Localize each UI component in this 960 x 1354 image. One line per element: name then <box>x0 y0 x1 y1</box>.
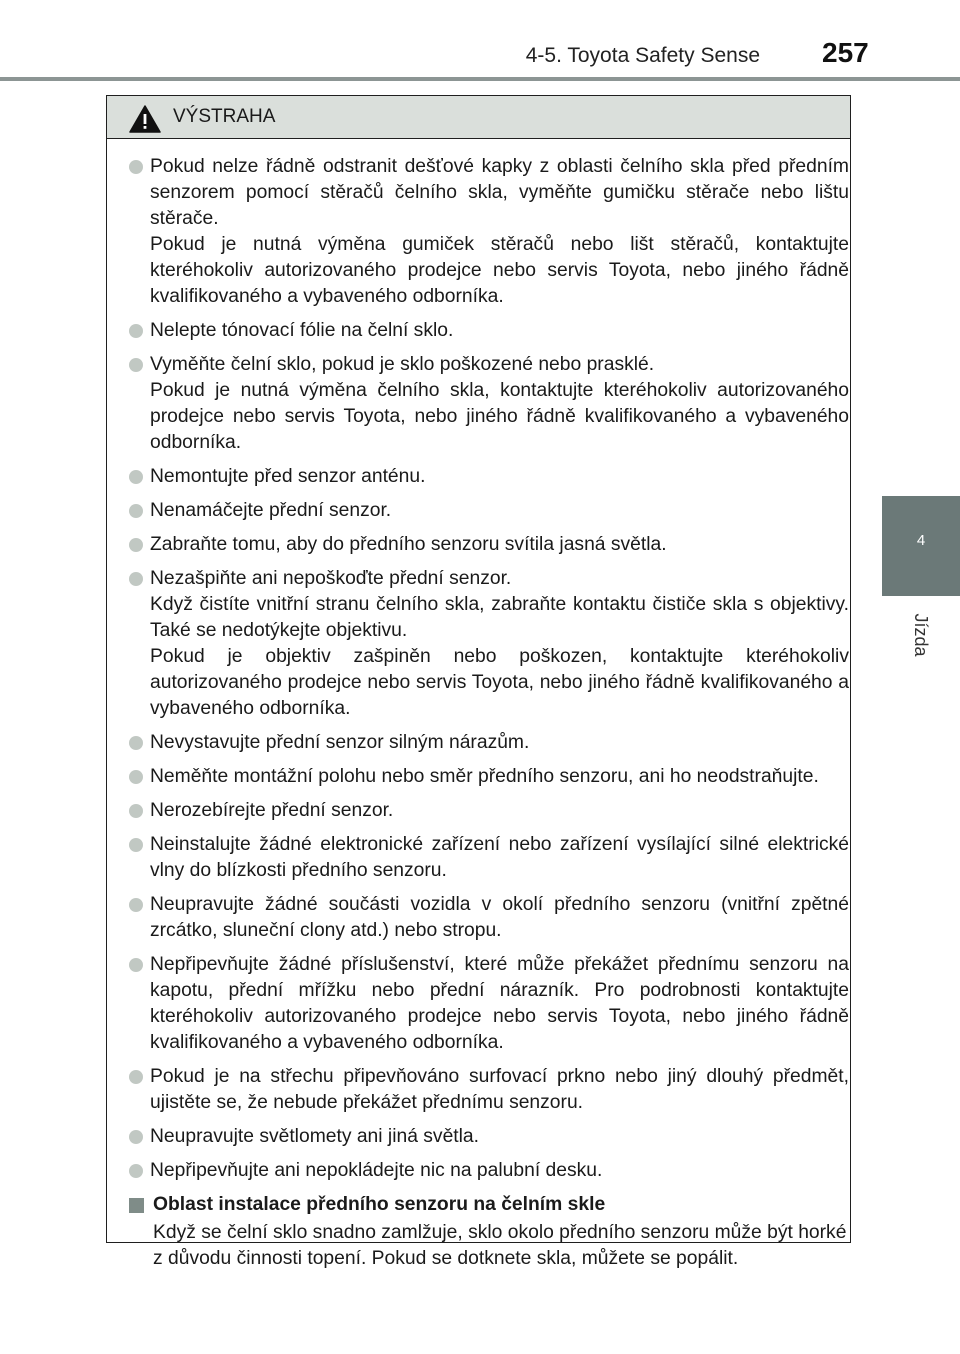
chapter-label-text: Jízda <box>911 613 931 657</box>
warning-item-text: Nepřipevňujte žádné příslušenství, které může překážet přednímu senzoru na kapotu, přední mřížku nebo přední nárazník. Pro podrobnosti kontaktujte kteréhokoliv autorizovaného prodejce nebo servis Toyota, nebo jiného řádně kvalifikovaného a vybaveného odborníka. <box>150 954 849 1053</box>
subsection-heading-text: Oblast instalace předního senzoru na čelním skle <box>153 1194 606 1215</box>
warning-list-item <box>129 318 849 344</box>
warning-list-item <box>129 798 849 824</box>
section-title: 4-5. Toyota Safety Sense <box>525 44 760 67</box>
warning-item-text: Nemontujte před senzor anténu. <box>150 466 426 487</box>
warning-triangle-icon <box>129 105 161 133</box>
subsection-body <box>129 1220 849 1272</box>
warning-item-text: Zabraňte tomu, aby do předního senzoru svítila jasná světla. <box>150 534 667 555</box>
warning-header <box>107 96 850 139</box>
warning-list-item <box>129 764 849 790</box>
warning-list-item <box>129 352 849 456</box>
warning-list-item <box>129 832 849 884</box>
header-rule <box>0 77 960 81</box>
subsection-body-text: Když se čelní sklo snadno zamlžuje, sklo okolo předního senzoru může být horké z důvodu činnosti topení. Pokud se dotknete skla, můžete se popálit. <box>153 1222 847 1269</box>
warning-list-item <box>129 154 849 310</box>
chapter-number: 4 <box>916 532 926 549</box>
square-bullet-icon <box>129 1198 144 1213</box>
warning-box <box>106 95 851 1269</box>
warning-item-text: Nerozebírejte přední senzor. <box>150 800 394 821</box>
warning-title: VÝSTRAHA <box>173 106 276 127</box>
page-number: 257 <box>822 37 869 68</box>
warning-list-item <box>129 730 849 756</box>
warning-list-item <box>129 1064 849 1116</box>
warning-list-item <box>129 1158 849 1184</box>
warning-item-text: Pokud je nutná výměna gumiček stěračů nebo lišt stěračů, kontaktujte kteréhokoliv autorizovaného prodejce nebo servis Toyota, nebo jiného řádně kvalifikovaného a vybaveného odborníka. <box>150 234 849 307</box>
warning-item-text: Pokud je na střechu připevňováno surfovací prkno nebo jiný dlouhý předmět, ujistěte se, že nebude překážet přednímu senzoru. <box>150 1066 849 1113</box>
subsection-heading <box>129 1192 849 1218</box>
warning-item-text: Neupravujte žádné součásti vozidla v okolí předního senzoru (vnitřní zpětné zrcátko, sluneční clony atd.) nebo stropu. <box>150 894 849 941</box>
warning-item-text: Nepřipevňujte ani nepokládejte nic na palubní desku. <box>150 1160 603 1181</box>
warning-list-item <box>129 892 849 944</box>
warning-list-item <box>129 1124 849 1150</box>
warning-list-item <box>129 464 849 490</box>
warning-list-item <box>129 498 849 524</box>
warning-list <box>129 154 849 1272</box>
warning-item-text: Nelepte tónovací fólie na čelní sklo. <box>150 320 454 341</box>
warning-item-text: Vyměňte čelní sklo, pokud je sklo poškozené nebo prasklé. <box>150 354 655 375</box>
warning-item-text: Pokud je nutná výměna čelního skla, kontaktujte kteréhokoliv autorizovaného prodejce nebo servis Toyota, nebo jiného řádně kvalifikovaného a vybaveného odborníka. <box>150 380 849 453</box>
chapter-tab <box>882 496 960 596</box>
warning-item-text: Nezašpiňte ani nepoškoďte přední senzor. <box>150 568 512 589</box>
warning-item-text: Neměňte montážní polohu nebo směr předního senzoru, ani ho neodstraňujte. <box>150 766 819 787</box>
warning-item-text: Pokud je objektiv zašpiněn nebo poškozen, kontaktujte kteréhokoliv autorizovaného prodejce nebo servis Toyota, nebo jiného řádně kvalifikovaného a vybaveného odborníka. <box>150 646 849 719</box>
warning-list-item <box>129 952 849 1056</box>
warning-list-item <box>129 532 849 558</box>
warning-list-item <box>129 566 849 722</box>
warning-item-text: Pokud nelze řádně odstranit dešťové kapky z oblasti čelního skla před předním senzorem pomocí stěračů čelního skla, vyměňte gumičku stěrače nebo lištu stěrače. <box>150 156 849 229</box>
chapter-label <box>901 610 941 660</box>
warning-item-text: Neupravujte světlomety ani jiná světla. <box>150 1126 480 1147</box>
warning-item-text: Nenamáčejte přední senzor. <box>150 500 392 521</box>
warning-item-text: Nevystavujte přední senzor silným nárazům. <box>150 732 530 753</box>
warning-item-text: Neinstalujte žádné elektronické zařízení nebo zařízení vysílající silné elektrické vlny do blízkosti předního senzoru. <box>150 834 849 881</box>
warning-item-text: Když čistíte vnitřní stranu čelního skla, zabraňte kontaktu čističe skla s objektivy. Také se nedotýkejte objektivu. <box>150 594 849 641</box>
